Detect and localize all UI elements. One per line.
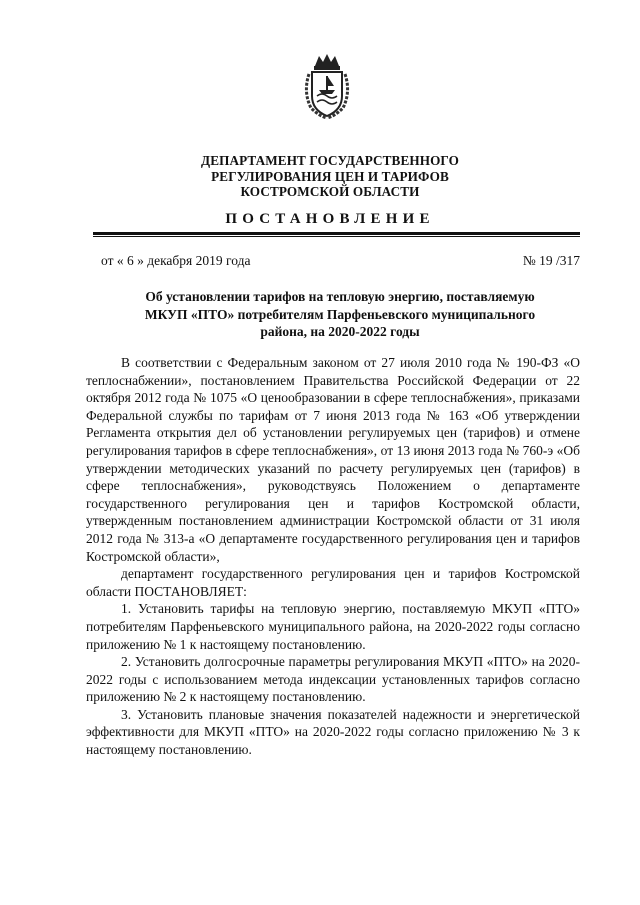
title-line: района, на 2020-2022 годы	[260, 324, 420, 339]
department-line: ДЕПАРТАМЕНТ ГОСУДАРСТВЕННОГО	[201, 153, 459, 168]
clause-2: 2. Установить долгосрочные параметры регулирования МКУП «ПТО» на 2020-2022 годы с использованием метода индексации установленных тарифов согласно приложению № 2 к настоящему постановлению.	[86, 654, 580, 705]
document-body	[86, 354, 580, 759]
document-type: ПОСТАНОВЛЕНИЕ	[225, 211, 435, 227]
document-date: от « 6 » декабря 2019 года	[101, 253, 251, 268]
title-line: Об установлении тарифов на тепловую энергию, поставляемую	[145, 289, 535, 304]
resolution-paragraph: департамент государственного регулирования цен и тарифов Костромской области ПОСТАНОВЛЯЕТ:	[86, 566, 580, 599]
title-line: МКУП «ПТО» потребителям Парфеньевского муниципального	[144, 306, 536, 322]
preamble-paragraph: В соответствии с Федеральным законом от 27 июля 2010 года № 190-ФЗ «О теплоснабжении», постановлением Правительства Российской Федерации от 22 октября 2012 года № 1075 «О ценообразовании в сфере теплоснабжения», приказами Федеральной службы по тарифам от 7 июня 2013 года № 163 «Об утверждении Регламента открытия дел об установлении регулируемых цен (тарифов) и отмене регулирования тарифов в сфере теплоснабжения», от 13 июня 2013 года № 760-э «Об утверждении методических указаний по расчету регулируемых цен (тарифов) в сфере теплоснабжения», руководствуясь Положением о департаменте государственного регулирования цен и тарифов Костромской области, утвержденным постановлением администрации Костромской области от 31 июля 2012 года № 313-а «О департаменте государственного регулирования цен и тарифов Костромской области»,	[86, 355, 580, 564]
document-number: № 19 /317	[522, 253, 580, 268]
header-divider	[93, 232, 580, 238]
department-name	[130, 153, 530, 200]
department-line: РЕГУЛИРОВАНИЯ ЦЕН И ТАРИФОВ	[211, 168, 449, 184]
document-title	[100, 288, 580, 341]
clause-3: 3. Установить плановые значения показателей надежности и энергетической эффективности для МКУП «ПТО» на 2020-2022 годы согласно приложению № 3 к настоящему постановлению.	[86, 706, 580, 758]
clause-1: 1. Установить тарифы на тепловую энергию, поставляемую МКУП «ПТО» потребителям Парфеньевского муниципального района, на 2020-2022 годы согласно приложению № 1 к настоящему постановлению.	[86, 601, 580, 652]
coat-of-arms-icon	[297, 52, 357, 122]
department-line: КОСТРОМСКОЙ ОБЛАСТИ	[240, 184, 420, 199]
